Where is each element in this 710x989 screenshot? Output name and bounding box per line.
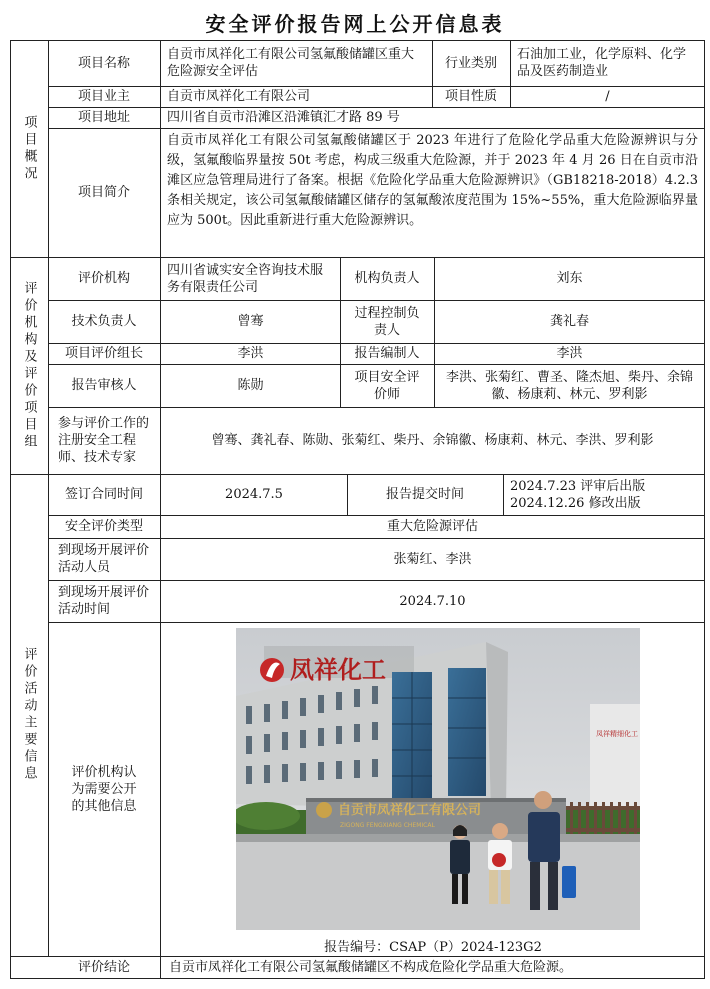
tech-label: 技术负责人: [71, 314, 137, 329]
address-label: 项目地址: [77, 110, 130, 125]
agency-value: 四川省诚实安全咨询技术服务有限责任公司: [167, 262, 324, 295]
submit-value: [504, 474, 704, 515]
report-number: 报告编号：CSAP（P）2024-123G2: [324, 940, 542, 955]
reviewer-value: 陈勋: [237, 378, 264, 393]
section-activity: 评价活动主要信息: [21, 647, 37, 783]
site-photo: [236, 628, 640, 930]
nature-value: /: [605, 89, 610, 104]
gate-sign-text: 自贡市凤祥化工有限公司: [338, 803, 482, 818]
writer-label: 报告编制人: [354, 346, 420, 361]
contract-label: 签订合同时间: [64, 487, 143, 502]
intro-label: 项目简介: [77, 185, 130, 200]
type-label: 安全评价类型: [64, 519, 143, 534]
staff-label: 到现场开展评价活动人员: [58, 543, 150, 575]
intro-value: 自贡市凤祥化工有限公司氢氟酸储罐区于 2023 年进行了危险化学品重大危险源辨识与分级，氢氟酸临界量按 50t 考虑，构成三级重大危险源，并于 2023 年 4 月 26 日在自贡市沿滩区应急管理局进行了备案。根据《危险化学品重大危险源辨识》（GB18218-2018）4.2.3 条相关规定，该公司氢氟酸储罐区储存的氢氟酸浓度范围为 15%~55%，重大危险源临界量应为 500t。因此重新进行重大危险源辨识。: [167, 133, 698, 228]
experts-value: 曾骞、龚礼春、陈勋、张菊红、柴丹、余锦徽、杨康莉、林元、李洪、罗利影: [211, 432, 654, 448]
reviewer-label: 报告审核人: [71, 378, 137, 393]
writer-value: 李洪: [556, 346, 583, 361]
head-value: 刘东: [556, 271, 583, 286]
leader-value: 李洪: [237, 346, 264, 361]
industry-label: 行业类别: [444, 55, 497, 71]
conclusion-value: 自贡市凤祥化工有限公司氢氟酸储罐区不构成危险化学品重大危险源。: [169, 959, 573, 975]
owner-label: 项目业主: [77, 89, 130, 104]
process-label: 过程控制负责人: [354, 305, 420, 338]
section-org: 评价机构及评价项目组: [21, 280, 37, 451]
industry-value: 石油加工业，化学原料、化学品及医药制造业: [517, 47, 687, 79]
time-label: 到现场开展评价活动时间: [58, 585, 150, 617]
tech-value: 曾骞: [237, 314, 264, 329]
contract-value: 2024.7.5: [225, 487, 283, 502]
conclusion-label: 评价结论: [77, 959, 130, 975]
process-value: 龚礼春: [549, 314, 589, 329]
experts-label: 参与评价工作的注册安全工程师、技术专家: [58, 416, 150, 465]
section-overview: 项目概况: [21, 114, 37, 183]
leader-label: 项目评价组长: [64, 346, 143, 361]
roof-sign-text: 凤祥化工: [290, 656, 386, 684]
side-sign-text: 凤祥精细化工: [596, 730, 638, 738]
owner-value: 自贡市凤祥化工有限公司: [167, 89, 311, 104]
submit-value-1: 2024.7.23 评审后出版: [510, 478, 646, 494]
address-value: 四川省自贡市沿滩区沿滩镇汇才路 89 号: [167, 110, 400, 125]
project-name-label: 项目名称: [77, 55, 130, 71]
gate-sign-en: ZIGONG FENGXIANG CHEMICAL: [340, 822, 435, 829]
agency-label: 评价机构: [77, 271, 130, 286]
other-info-label: 评价机构认为需要公开的其他信息: [71, 764, 137, 814]
page-title: 安全评价报告网上公开信息表: [205, 12, 505, 36]
assessor-label: 项目安全评价师: [354, 369, 420, 402]
submit-label: 报告提交时间: [385, 487, 464, 502]
nature-label: 项目性质: [444, 89, 497, 104]
type-value: 重大危险源评估: [386, 519, 478, 534]
assessor-value: 李洪、张菊红、曹圣、隆杰旭、柴丹、余锦徽、杨康莉、林元、罗利影: [445, 369, 693, 402]
staff-value: 张菊红、李洪: [393, 551, 472, 567]
submit-value-2: 2024.12.26 修改出版: [510, 495, 641, 511]
time-value: 2024.7.10: [399, 593, 466, 609]
project-name-value: 自贡市凤祥化工有限公司氢氟酸储罐区重大危险源安全评估: [167, 47, 415, 79]
head-label: 机构负责人: [354, 271, 420, 286]
